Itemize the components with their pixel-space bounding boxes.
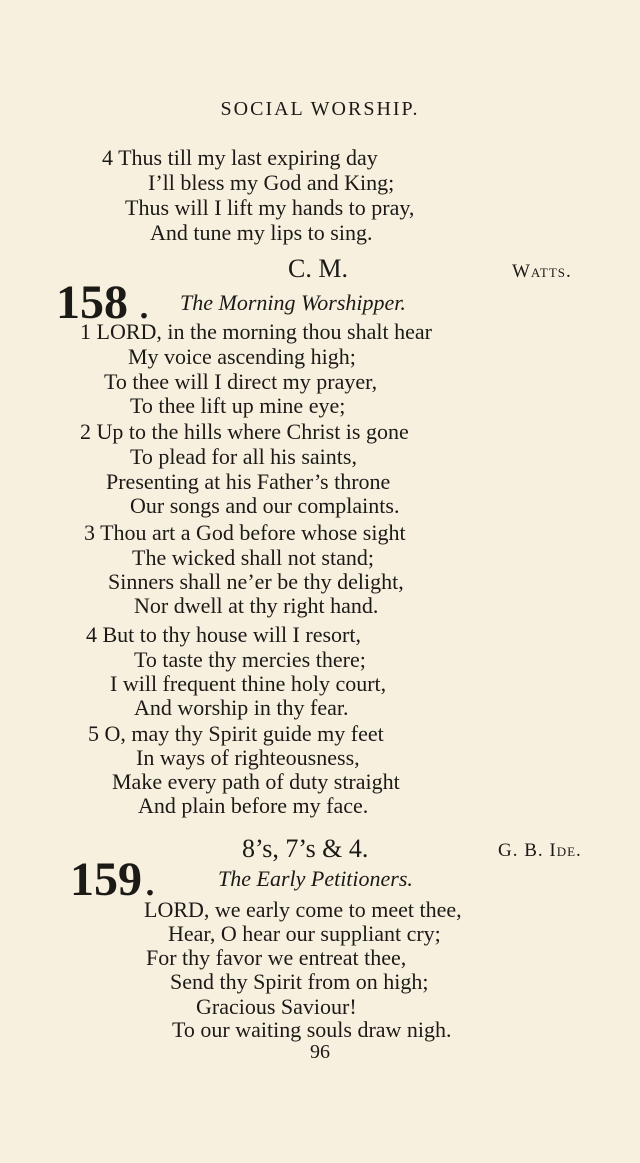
verse-line: For thy favor we entreat thee, bbox=[146, 945, 407, 970]
hymn-number: 158 bbox=[56, 276, 128, 329]
hymn-meter: C. M. bbox=[288, 254, 348, 283]
verse-line: To plead for all his saints, bbox=[130, 444, 357, 469]
verse-line: Send thy Spirit from on high; bbox=[170, 969, 429, 994]
verse-line: To thee lift up mine eye; bbox=[130, 393, 346, 418]
verse-line: I’ll bless my God and King; bbox=[148, 170, 395, 195]
hymn-title: The Morning Worshipper. bbox=[180, 290, 406, 315]
hymn-meter: 8’s, 7’s & 4. bbox=[242, 834, 369, 863]
verse-line: I will frequent thine holy court, bbox=[110, 671, 387, 696]
verse-line: Hear, O hear our suppliant cry; bbox=[168, 921, 441, 946]
verse-line: Our songs and our complaints. bbox=[130, 493, 400, 518]
verse-line: Presenting at his Father’s throne bbox=[106, 469, 391, 494]
hymn-author: Watts. bbox=[512, 261, 572, 282]
verse-line: 2 Up to the hills where Christ is gone bbox=[80, 419, 409, 444]
page-number: 96 bbox=[310, 1041, 330, 1063]
hymn-author: G. B. Ide. bbox=[498, 840, 582, 861]
verse-line: To our waiting souls draw nigh. bbox=[172, 1017, 452, 1042]
verse-line: The wicked shall not stand; bbox=[132, 545, 374, 570]
hymn-number-dot: . bbox=[144, 853, 156, 906]
verse-line: LORD, we early come to meet thee, bbox=[144, 897, 462, 922]
verse-line: 1 LORD, in the morning thou shalt hear bbox=[80, 319, 432, 344]
verse-line: And tune my lips to sing. bbox=[150, 220, 373, 245]
hymn-number: 159 bbox=[70, 853, 142, 906]
verse-line: 4 Thus till my last expiring day bbox=[102, 145, 378, 170]
verse-line: Sinners shall ne’er be thy delight, bbox=[108, 569, 404, 594]
verse-line: In ways of righteousness, bbox=[136, 745, 360, 770]
hymn-number-dot: . bbox=[138, 276, 150, 329]
running-header: SOCIAL WORSHIP. bbox=[220, 98, 420, 120]
verse-line: 4 But to thy house will I resort, bbox=[86, 622, 361, 647]
verse-line: To taste thy mercies there; bbox=[134, 647, 366, 672]
verse-line: 3 Thou art a God before whose sight bbox=[84, 520, 406, 545]
verse-line: Nor dwell at thy right hand. bbox=[134, 593, 379, 618]
verse-line: To thee will I direct my prayer, bbox=[104, 369, 378, 394]
verse-line: Gracious Saviour! bbox=[196, 994, 357, 1019]
verse-line: Make every path of duty straight bbox=[112, 769, 400, 794]
hymn-title: The Early Petitioners. bbox=[218, 866, 413, 891]
verse-line: 5 O, may thy Spirit guide my feet bbox=[88, 721, 384, 746]
verse-line: Thus will I lift my hands to pray, bbox=[125, 195, 415, 220]
verse-line: And worship in thy fear. bbox=[134, 695, 349, 720]
verse-line: My voice ascending high; bbox=[128, 344, 356, 369]
verse-line: And plain before my face. bbox=[138, 793, 369, 818]
